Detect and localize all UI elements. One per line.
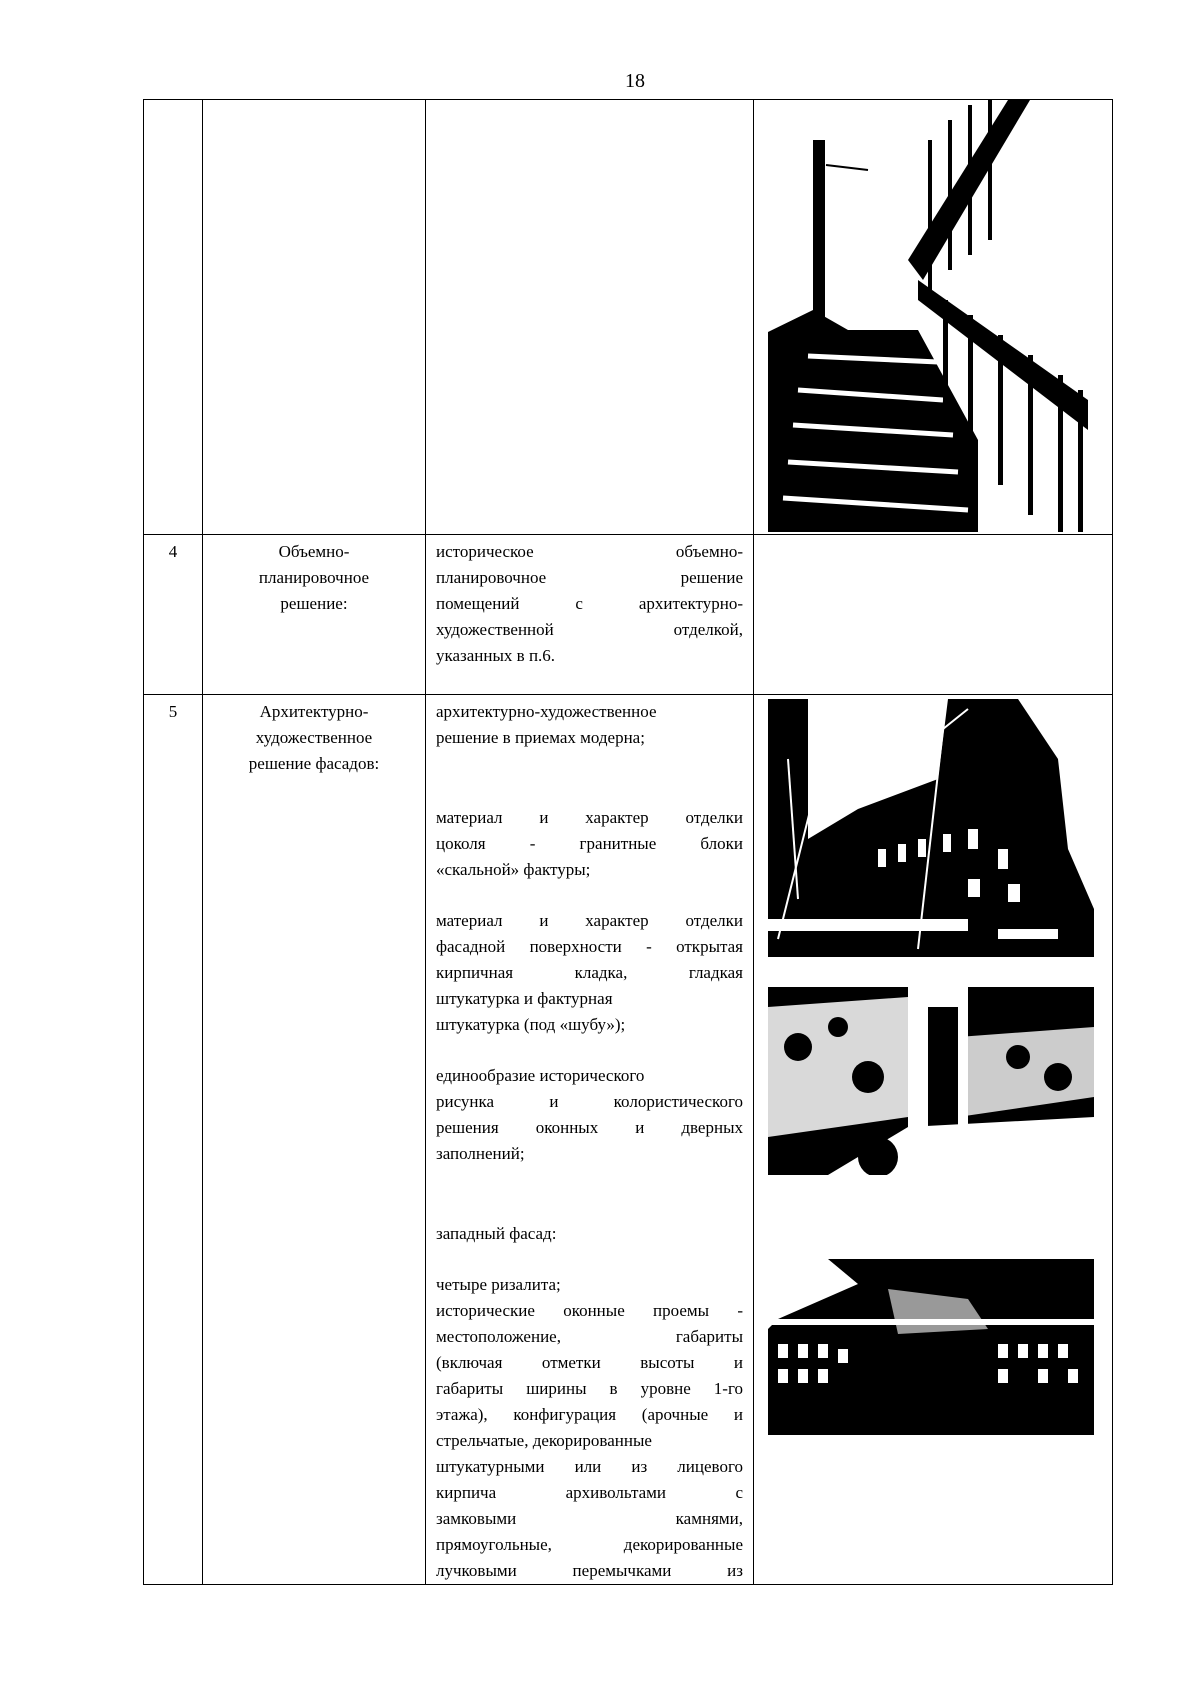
- name-line: Объемно-: [278, 542, 350, 561]
- table-row: [144, 695, 1113, 1585]
- desc-line: замковыми камнями,: [436, 1509, 743, 1528]
- desc-line: штукатурными или из лицевого: [436, 1457, 743, 1476]
- desc-line: фасадной поверхности - открытая: [436, 937, 743, 956]
- row-description-cell: [426, 100, 754, 535]
- monument-table: [143, 99, 1113, 1585]
- desc-line: прямоугольные, декорированные: [436, 1535, 743, 1554]
- row-number-cell: 5: [144, 695, 203, 1585]
- name-line: решение фасадов:: [248, 754, 380, 773]
- desc-line: штукатурка и фактурная: [436, 989, 613, 1008]
- desc-line: рисунка и колористического: [436, 1092, 743, 1111]
- desc-line: этажа), конфигурация (арочные и: [436, 1405, 743, 1424]
- row-number-cell: [144, 100, 203, 535]
- desc-line: планировочное решение: [436, 568, 743, 587]
- row-photo-cell: [754, 695, 1113, 1585]
- desc-line: указанных в п.6.: [436, 646, 556, 665]
- desc-line: кирпича архивольтами с: [436, 1483, 743, 1502]
- row-name-cell: [203, 535, 426, 695]
- name-line: планировочное: [258, 568, 370, 587]
- row-number-cell: 4: [144, 535, 203, 695]
- desc-line: кирпичная кладка, гладкая: [436, 963, 743, 982]
- desc-line: решение в приемах модерна;: [436, 728, 645, 747]
- desc-line: исторические оконные проемы -: [436, 1301, 743, 1320]
- staircase-photo: [768, 100, 1093, 532]
- desc-line: архитектурно-художественное: [436, 702, 657, 721]
- desc-line: материал и характер отделки: [436, 911, 743, 930]
- desc-line: четыре ризалита;: [436, 1275, 561, 1294]
- page-number: 18: [625, 70, 645, 92]
- desc-line: стрельчатые, декорированные: [436, 1431, 652, 1450]
- desc-line: габариты ширины в уровне 1-го: [436, 1379, 743, 1398]
- desc-line: «скальной» фактуры;: [436, 860, 591, 879]
- row-photo-cell: [754, 100, 1113, 535]
- row-description-cell: [426, 695, 754, 1585]
- desc-line: единообразие исторического: [436, 1066, 645, 1085]
- name-line: художественное: [255, 728, 373, 747]
- desc-line: помещений с архитектурно-: [436, 594, 743, 613]
- name-line: решение:: [280, 594, 348, 613]
- row-description-cell: [426, 535, 754, 695]
- desc-line: историческое объемно-: [436, 542, 743, 561]
- desc-line: заполнений;: [436, 1144, 525, 1163]
- table-row: [144, 535, 1113, 695]
- desc-line: (включая отметки высоты и: [436, 1353, 743, 1372]
- desc-line: местоположение, габариты: [436, 1327, 743, 1346]
- desc-line: штукатурка (под «шубу»);: [436, 1015, 626, 1034]
- row-name-cell: [203, 695, 426, 1585]
- name-line: Архитектурно-: [259, 702, 369, 721]
- facade-photo-1: [768, 699, 1094, 957]
- desc-line: западный фасад:: [436, 1224, 557, 1243]
- desc-line: решения оконных и дверных: [436, 1118, 743, 1137]
- facade-photo-2: [768, 987, 1094, 1175]
- desc-line: материал и характер отделки: [436, 808, 743, 827]
- desc-line: художественной отделкой,: [436, 620, 743, 639]
- table-row: [144, 100, 1113, 535]
- facade-photo-3: [768, 1259, 1094, 1435]
- row-photo-cell: [754, 535, 1113, 695]
- row-name-cell: [203, 100, 426, 535]
- desc-line: цоколя - гранитные блоки: [436, 834, 743, 853]
- desc-line: лучковыми перемычками из: [436, 1561, 743, 1580]
